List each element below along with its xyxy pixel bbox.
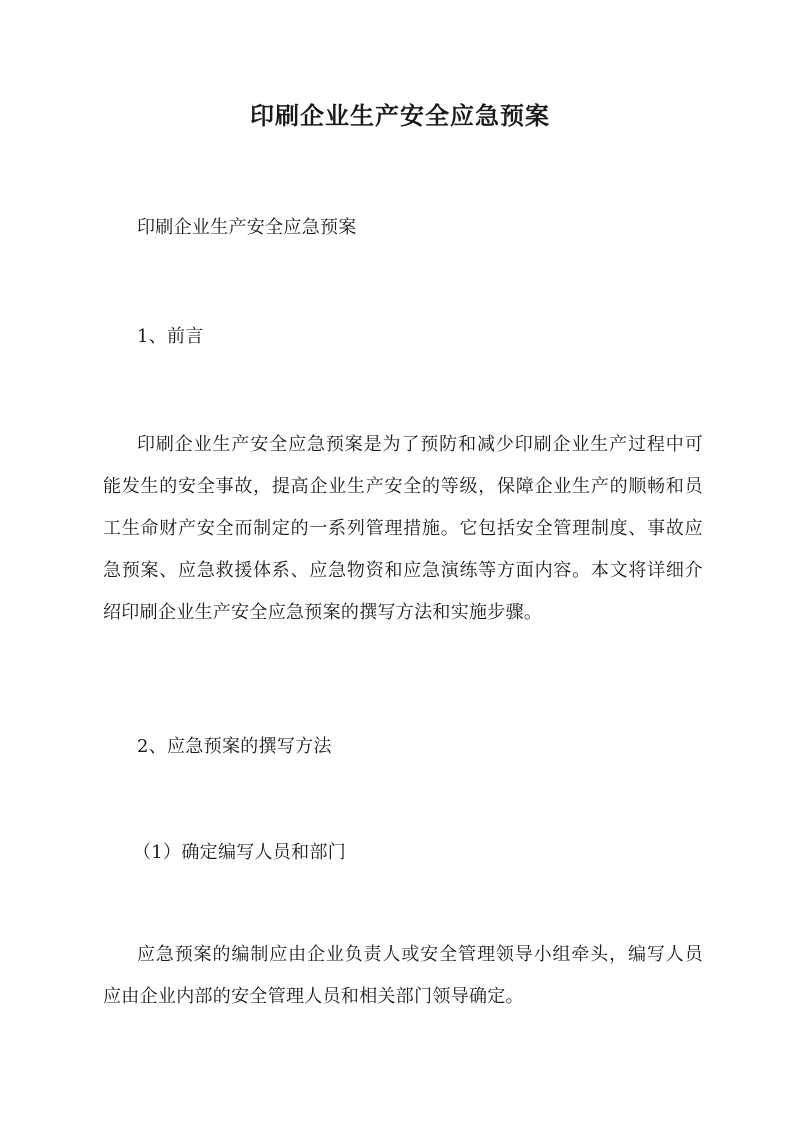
section-heading-writing-method: 2、应急预案的撰写方法 xyxy=(137,736,332,757)
personnel-paragraph: 应急预案的编制应由企业负责人或安全管理领导小组牵头，编写人员应由企业内部的安全管理人员和相关部门领导确定。 xyxy=(103,944,703,1007)
preface-paragraph: 印刷企业生产安全应急预案是为了预防和减少印刷企业生产过程中可能发生的安全事故，提高企业生产安全的等级，保障企业生产的顺畅和员工生命财产安全而制定的一系列管理措施。它包括安全管理制度、事故应急预案、应急救援体系、应急物资和应急演练等方面内容。本文将详细介绍印刷企业生产安全应急预案的撰写方法和实施步骤。 xyxy=(103,434,703,623)
document-title: 印刷企业生产安全应急预案 xyxy=(250,101,550,130)
section-heading-preface: 1、前言 xyxy=(137,326,204,347)
subsection-heading-personnel: （1）确定编写人员和部门 xyxy=(133,842,347,863)
document-subtitle: 印刷企业生产安全应急预案 xyxy=(137,217,357,238)
